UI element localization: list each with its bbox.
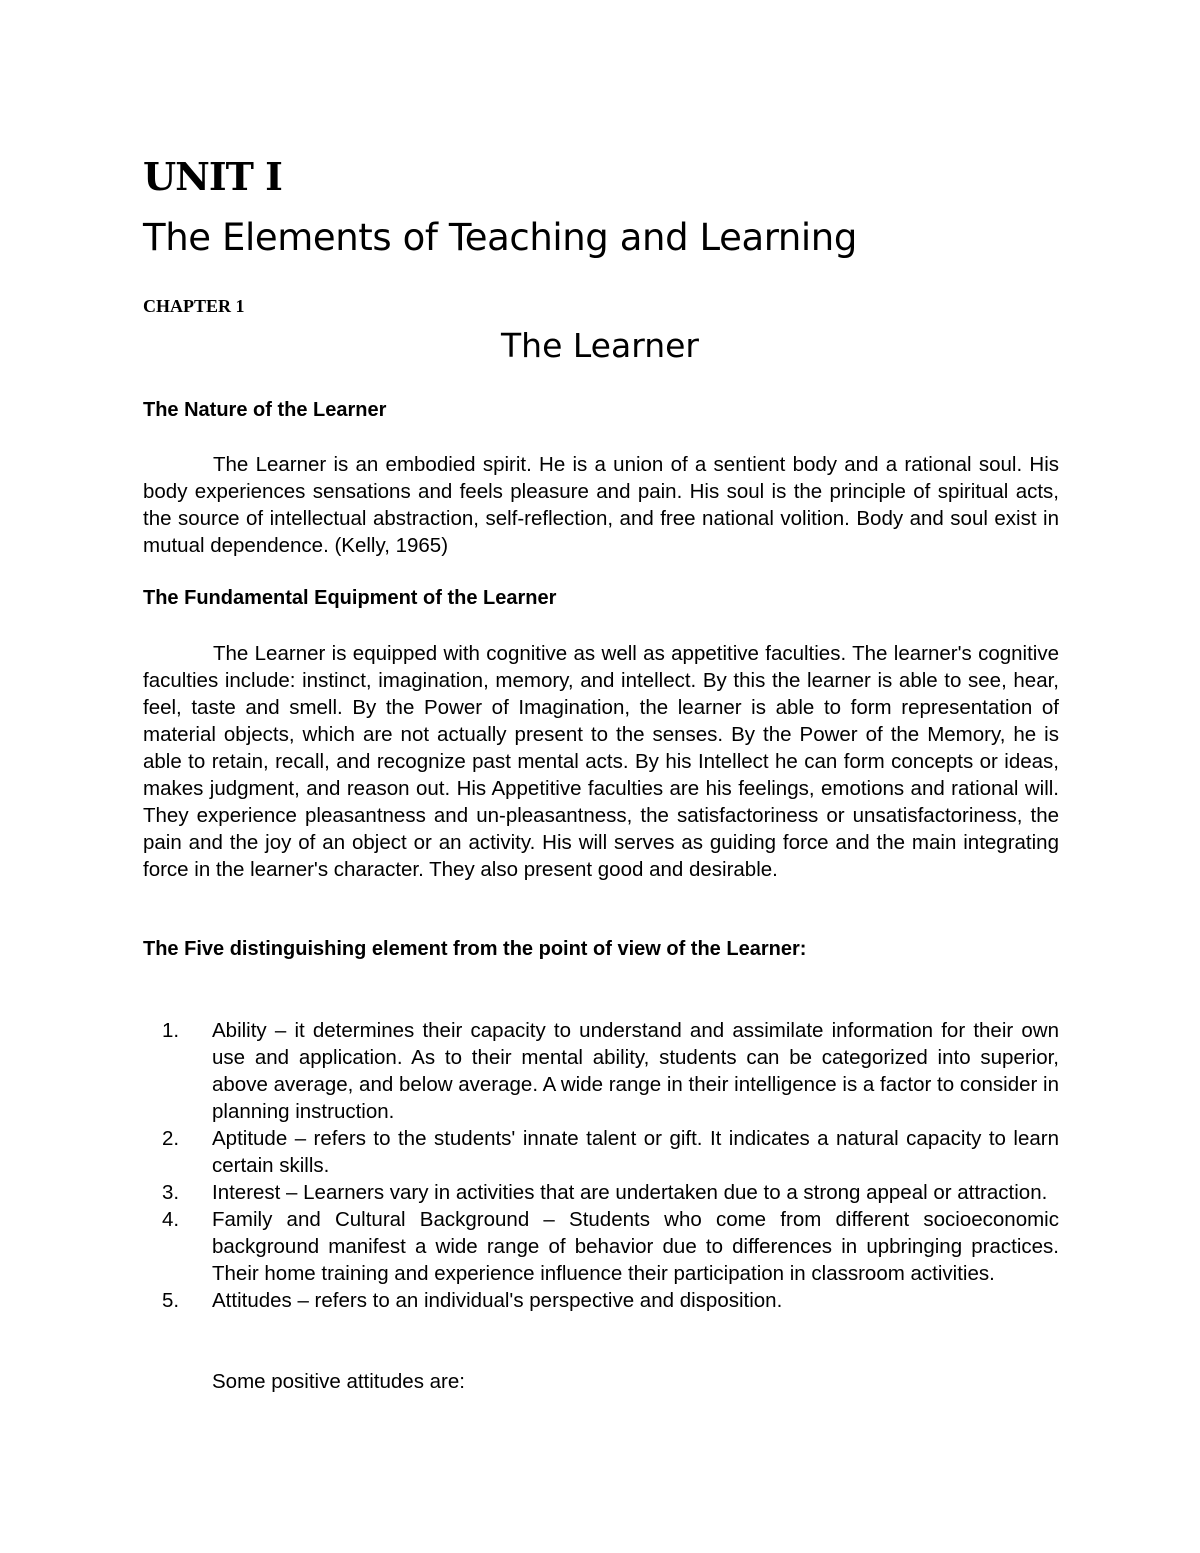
unit-title: UNIT I <box>143 154 282 199</box>
list-item-text: Ability – it determines their capacity to understand and assimilate information for their own use and application. As to their mental ability, students can be categorized into superior, above average, and below average. A wide range in their intelligence is a factor to consider in planning instruction. <box>212 1019 1059 1123</box>
list-item-number: 5. <box>162 1289 180 1312</box>
list-item-text: Family and Cultural Background – Students who come from different socioeconomic background manifest a wide range of behavior due to differences in upbringing practices. Their home training and experience influence their participation in classroom activities. <box>212 1208 1059 1285</box>
list-item-number: 2. <box>162 1127 180 1150</box>
list-item-number: 3. <box>162 1181 180 1204</box>
chapter-label: CHAPTER 1 <box>143 296 245 316</box>
elements-list <box>143 1017 1059 1314</box>
trailing-text: Some positive attitudes are: <box>212 1370 465 1393</box>
section-heading-equipment: The Fundamental Equipment of the Learner <box>143 587 557 609</box>
section-heading-nature: The Nature of the Learner <box>143 399 387 421</box>
unit-subtitle: The Elements of Teaching and Learning <box>143 216 857 259</box>
list-item <box>143 1179 1059 1206</box>
section-paragraph-equipment: The Learner is equipped with cognitive as well as appetitive faculties. The learner's cognitive faculties include: instinct, imagination, memory, and intellect. By this the learner is able to see, hear, feel, taste and smell. By the Power of Imagination, the learner is able to form representation of material objects, which are not actually present to the senses. By the Power of the Memory, he is able to retain, recall, and recognize past mental acts. By his Intellect he can form concepts or ideas, makes judgment, and reason out. His Appetitive faculties are his feelings, emotions and rational will. They experience pleasantness and un-pleasantness, the satisfactoriness or unsatisfactoriness, the pain and the joy of an object or an activity. His will serves as guiding force and the main integrating force in the learner's character. They also present good and desirable. <box>143 642 1059 881</box>
list-item-text: Interest – Learners vary in activities that are undertaken due to a strong appeal or attraction. <box>212 1181 1048 1204</box>
list-item <box>143 1206 1059 1287</box>
list-item <box>143 1125 1059 1179</box>
list-item-number: 4. <box>162 1208 180 1231</box>
chapter-title: The Learner <box>501 326 699 365</box>
section-paragraph-nature: The Learner is an embodied spirit. He is a union of a sentient body and a rational soul. His body experiences sensations and feels pleasure and pain. His soul is the principle of spiritual acts, the source of intellectual abstraction, self-reflection, and free national volition. Body and soul exist in mutual dependence. (Kelly, 1965) <box>143 453 1059 557</box>
list-item <box>143 1017 1059 1125</box>
section-heading-five-elements: The Five distinguishing element from the point of view of the Learner: <box>143 938 807 960</box>
list-item <box>143 1287 1059 1314</box>
list-item-text: Aptitude – refers to the students' innate talent or gift. It indicates a natural capacity to learn certain skills. <box>212 1127 1059 1177</box>
list-item-text: Attitudes – refers to an individual's perspective and disposition. <box>212 1289 783 1312</box>
list-item-number: 1. <box>162 1019 180 1042</box>
